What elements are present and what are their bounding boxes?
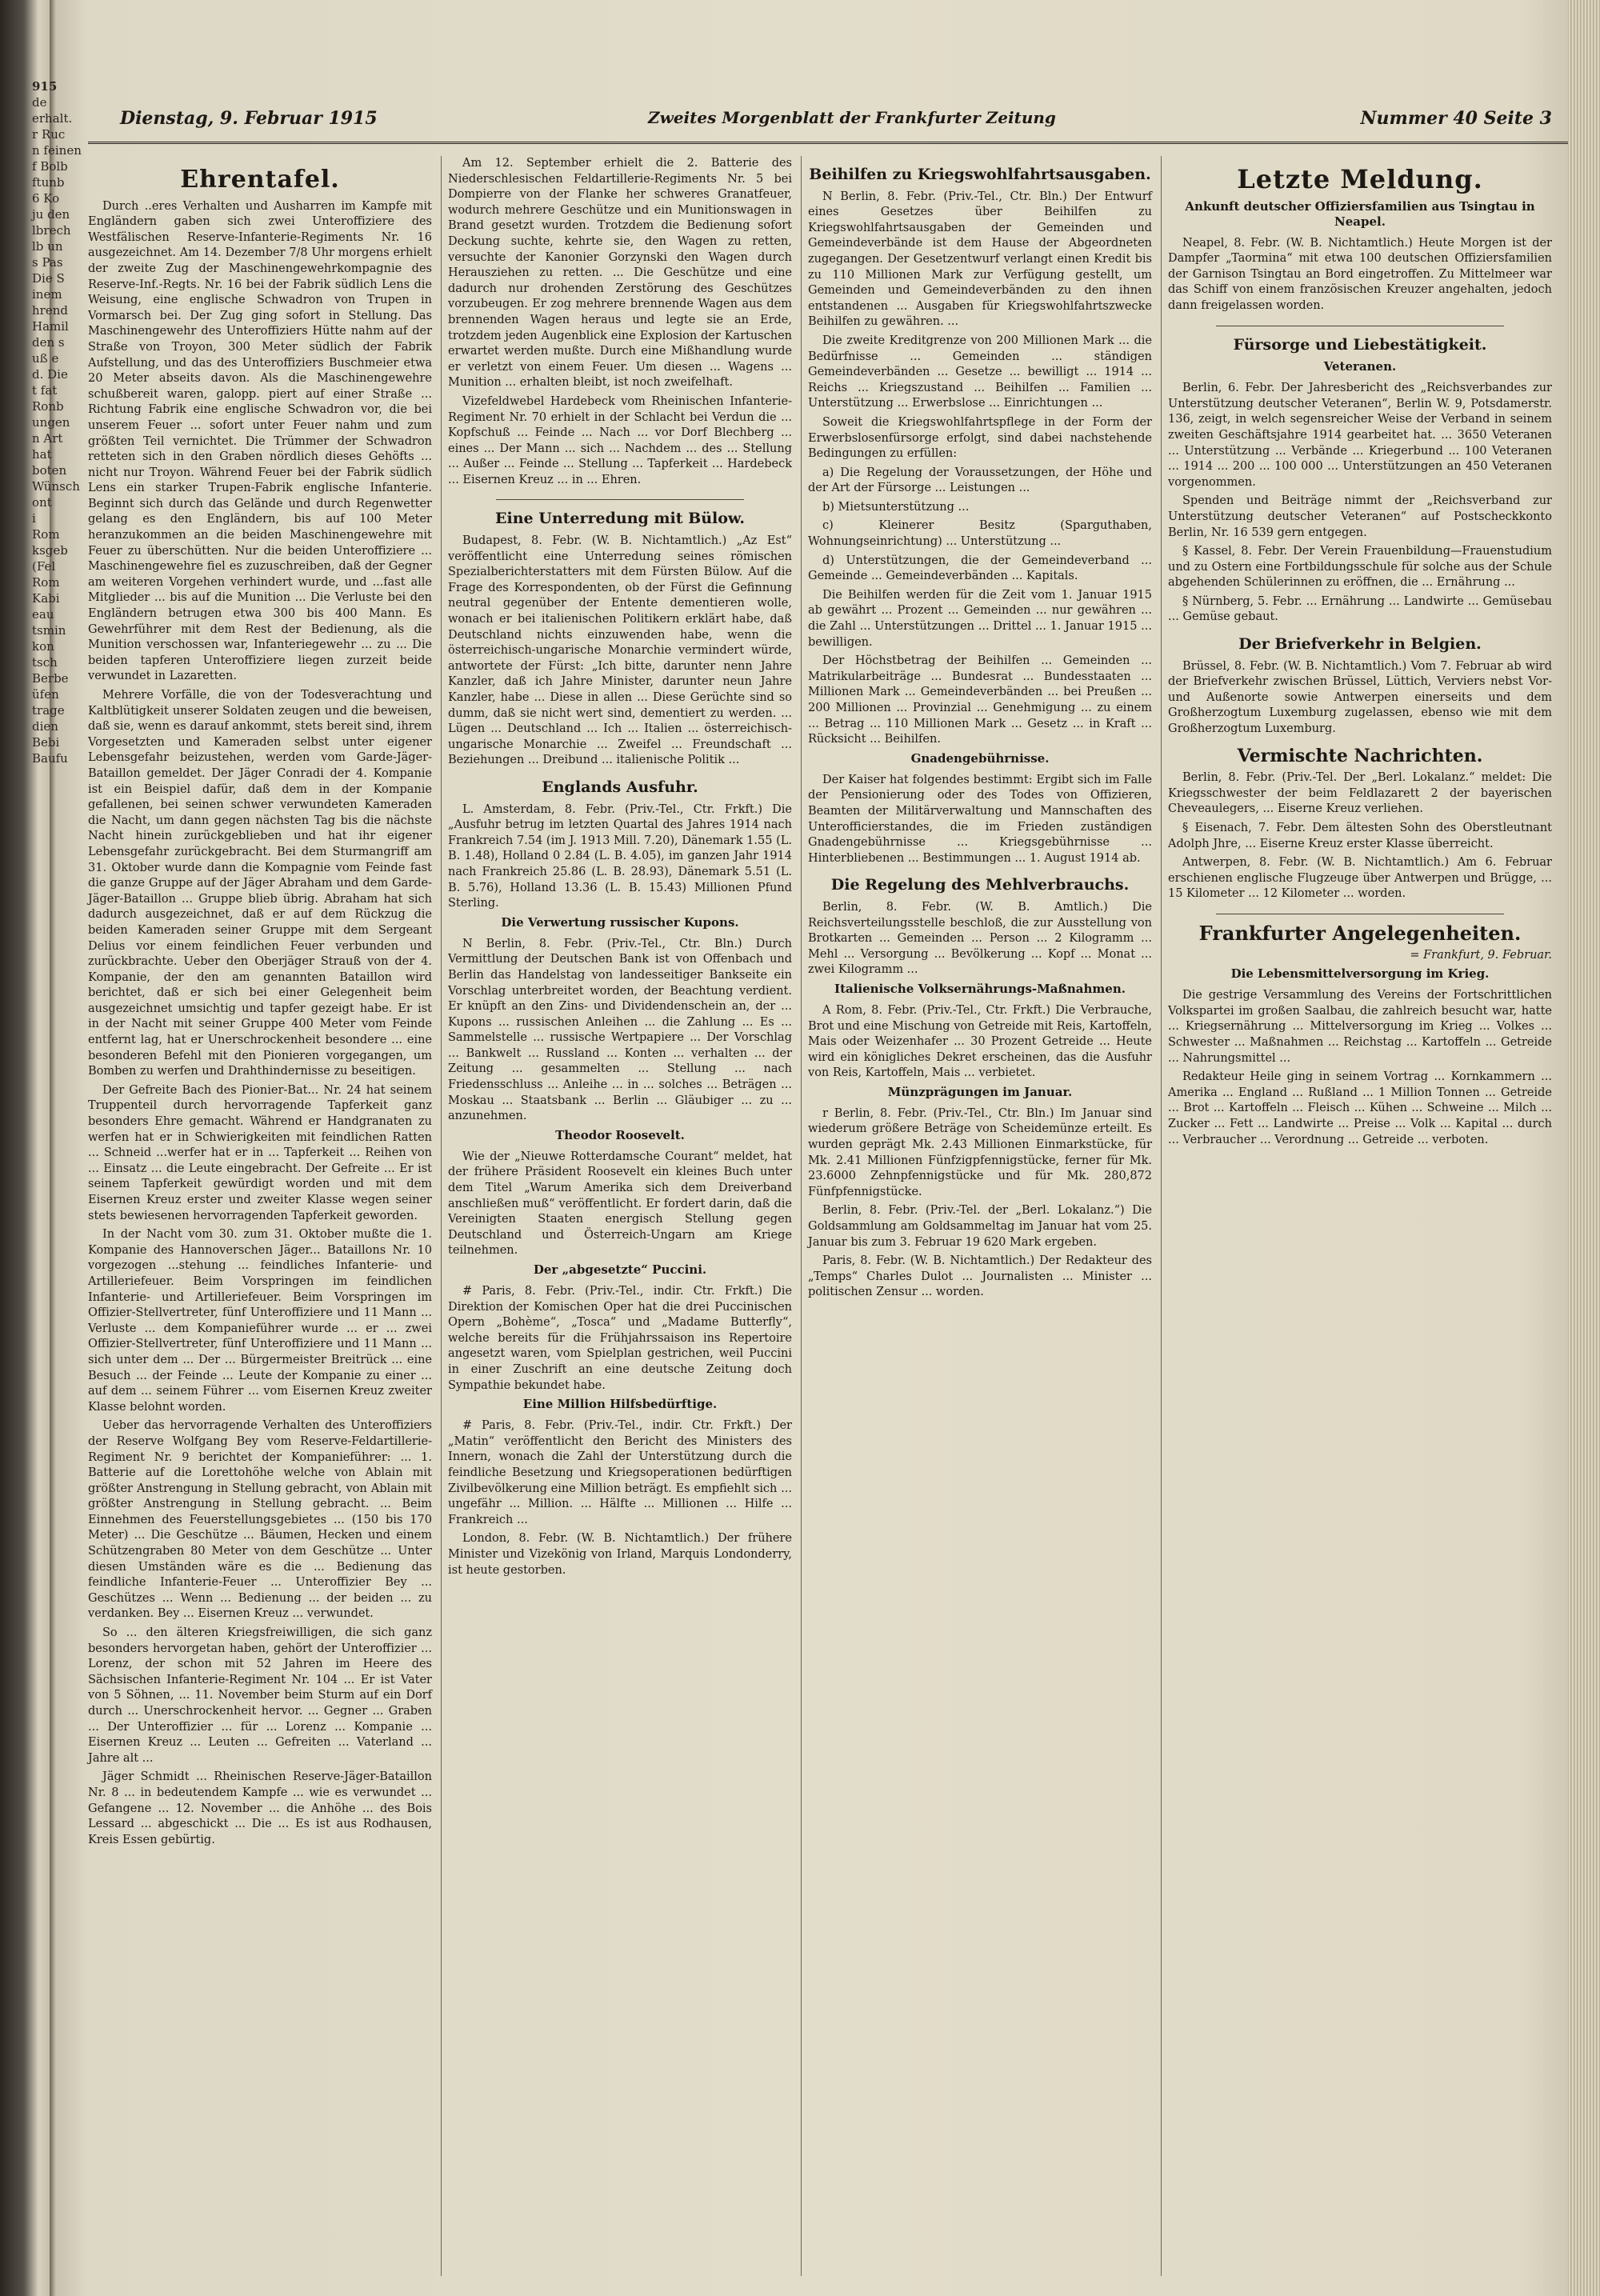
paragraph: Brüssel, 8. Febr. (W. B. Nichtamtlich.) Vom 7. Februar ab wird der Briefverkehr zwischen Brüssel, Lüttich, Verviers nebst Vor- und Außenorte sowie Antwerpen einerseits und dem Großherzogtum Luxemburg zugelassen, ebenso wie mit dem Großherzogtum Luxemburg. — [1168, 659, 1552, 736]
adjacent-page-fragment: s Pas — [32, 255, 63, 270]
adjacent-page-fragment: Baufu — [32, 751, 68, 766]
paragraph: # Paris, 8. Febr. (Priv.-Tel., indir. Ctr. Frkft.) Die Direktion der Komischen Oper hat die drei Puccinischen Opern „Bohème“, „Tosca“ und „Madame Butterfly“, welche bereits für die Frühjahrssaison ins Repertoire angesetzt waren, vom Spielplan gestrichen, weil Puccini in einer Zuschrift an eine deutsche Zeitung doch Sympathie bekundet habe. — [448, 1285, 792, 1392]
roosevelt-body — [448, 1150, 792, 1259]
ehrentafel-continued — [448, 156, 792, 488]
adjacent-page-fragment: t fat — [32, 383, 58, 398]
adjacent-page-fragment: uß e — [32, 351, 59, 366]
frankfurter-heading: Frankfurter Angelegenheiten. — [1198, 921, 1522, 945]
adjacent-page-fragment: 6 Ko — [32, 191, 60, 206]
adjacent-page-fragment: Ronb — [32, 399, 64, 414]
paragraph: London, 8. Febr. (W. B. Nichtamtlich.) Der frühere Minister und Vizekönig von Irland, Marquis Londonderry, ist heute gestorben. — [448, 1532, 792, 1577]
adjacent-page-fragment: hrend — [32, 303, 68, 318]
paragraph: Jäger Schmidt ... Rheinischen Reserve-Jäger-Bataillon Nr. 8 ... in bedeutendem Kampfe ... wie es verwundet ... Gefangene ... 12. November ... die Anhöhe ... des Bois Lessard ... abgeschickt ... Die ... Es ist aus Rodhausen, Kreis Essen gebürtig. — [88, 1770, 432, 1846]
england-body — [448, 802, 792, 912]
muenz-body — [808, 1106, 1152, 1301]
paragraph: Redakteur Heile ging in seinem Vortrag ... Kornkammern ... Amerika ... England ... Rußland ... 1 Million Tonnen ... Getreide ... Brot ... Kartoffeln ... Fleisch ... Kühen ... Schweine ... Milch ... Zucker ... Fett ... Landwirte ... Preise ... Volk ... Kapital ... durch ... Verbraucher ... Verordnung ... Getreide ... verboten. — [1168, 1070, 1552, 1146]
adjacent-page-fragment: Rom — [32, 575, 60, 590]
paragraph: Berlin, 8. Febr. (Priv.-Tel. Der „Berl. Lokalanz.“ meldet: Die Kriegsschwester der beim Feldlazarett 2 der bayerischen Cheveaulegers, ... Eiserne Kreuz verliehen. — [1168, 771, 1552, 816]
adjacent-page-fragment: (Fel — [32, 559, 56, 574]
paragraph: b) Mietsunterstützung ... — [822, 500, 970, 514]
paragraph: Neapel, 8. Febr. (W. B. Nichtamtlich.) Heute Morgen ist der Dampfer „Taormina“ mit etwa 100 deutschen Offiziersfamilien der Garnison Tsingtau an Bord eingetroffen. Zu Mittelmeer war das Schiff von einem französischen Kreuzer angehalten, jedoch dann freigelassen worden. — [1168, 236, 1552, 312]
paragraph: Der Gefreite Bach des Pionier-Bat... Nr. 24 hat seinem Truppenteil durch hervorragende Tapferkeit ganz besonders Ehre gemacht. Während er Handgranaten zu werfen hat er in Schwierigkeiten mit feindlichen Ratten ... Schneid ...werfer hat er in ... Tapferkeit ... Reihen von ... Einsatz ... die Leute eingebracht. Der Gefreite ... Er ist seinem Tapferkeit gewürdigt worden und mit dem Eisernen Kreuz erster und zweiter Klasse wegen seiner stets bewiesenen hervorragenden Tapferkeit geworden. — [88, 1083, 432, 1222]
paragraph: In der Nacht vom 30. zum 31. Oktober mußte die 1. Kompanie des Hannoverschen Jäger... Bataillons Nr. 10 vorgezogen ...stehung ... feindliches Infanterie- und Artilleriefeuer. Beim Vorspringen im feindlichen Infanterie- und Artilleriefeuer. Beim Vorspringen im Offizier-Stellvertreter, fünf Unteroffiziere und 11 Mann ... Verluste ... dem Kompanieführer wurde ... er ... zwei Offizier-Stellvertreter, fünf Unteroffiziere und 11 Mann ... sich unter dem ... Der ... Bürgermeister Breitrück ... eine Besuch ... der Feinde ... Leute der Kompanie zu einer ... auf dem ... seinem Führer ... vom Eisernen Kreuz zweiter Klasse belohnt worden. — [88, 1228, 432, 1414]
adjacent-page-fragment: tsch — [32, 655, 58, 670]
paragraph: Die Beihilfen werden für die Zeit vom 1. Januar 1915 ab gewährt ... Prozent ... Gemeinden ... nur gewähren ... die Zahl ... Unterstützungen ... Drittel ... 1. Januar 1915 ... bewilligen. — [808, 588, 1152, 649]
adjacent-page-fragment: ju den — [32, 207, 70, 222]
adjacent-page-fragment: boten — [32, 463, 67, 478]
paragraph: N Berlin, 8. Febr. (Priv.-Tel., Ctr. Bln.) Durch Vermittlung der Deutschen Bank ist von Offenbach und Berlin das Handelstag von landesseitiger Bankseite ein Vorschlag unterbreitet worden, der Beachtung verdient. Er knüpft an den Zins- und Dividendenschein an, der ... Kupons ... russischen Anleihen ... die Zahlung ... Es ... Sammelstelle ... russische Wertpapiere ... Der Vorschlag ... Bankwelt ... Russland ... Konten ... verhalten ... der Zeitung ... gesammelten ... Stellung ... nach Friedensschluss ... Anleihe ... in ... solches ... Beträgen ... Moskau ... Staatsbank ... Berlin ... Gläubiger ... zu ... anzunehmen. — [448, 937, 792, 1123]
paragraph: Der Höchstbetrag der Beihilfen ... Gemeinden ... Matrikularbeiträge ... Bundesrat ... Bundesstaaten ... Millionen Mark ... Gemeindeverbänden ... bei Preußen ... 200 Millionen ... Provinzial ... Genehmigung ... zu einem ... Betrag ... 110 Millionen Mark ... Gesetz ... in Kraft ... Rücksicht ... Beihilfen. — [808, 654, 1152, 746]
adjacent-page-fragment: Wünsch — [32, 479, 80, 494]
puccini-heading: Der „abgesetzte“ Puccini. — [533, 1262, 707, 1277]
adjacent-page-number: 915 — [32, 79, 58, 94]
paragraph: a) Die Regelung der Voraussetzungen, der Höhe und der Art der Fürsorge ... Leistungen ... — [808, 466, 1152, 495]
adjacent-page-fragment: erhalt. — [32, 111, 73, 126]
paragraph: Mehrere Vorfälle, die von der Todesverachtung und Kaltblütigkeit unserer Soldaten zeugen und die beweisen, daß sie, wenn es darauf ankommt, stets bereit sind, ihrem Vorgesetzten und Kameraden selbst unter eigener Lebensgefahr beizustehen, werden vom Garde-Jäger-Bataillon gemeldet. Der Jäger Conradi der 4. Kompanie ist ein Beispiel dafür, daß dem in der Kompanie gefallenen, bei seinen schwer verwundeten Kameraden die Nacht, um dann gegen nächsten Tag bis die nächste Nacht hinein zurückgeblieben und hat ihr eigener Lebensgefahr zurückgebracht. Bei dem Sturmangriff am 31. Oktober wurde dann die Kompagnie vom Feinde fast die ganze Gruppe auf der Jäger Abraham und dem Garde-Jäger-Bataillon ... Gruppe blieb übrig. Abraham hat sich dadurch ausgezeichnet, daß er auf dem Rückzug die beiden Kameraden seiner Gruppe mit dem Sergeant Delius vor einem feindlichen Feuer verbunden und zurückbrachte. Ueber den Oberjäger Strauß von der 4. Kompanie, der den am genannten Bataillon wird berichtet, daß er sich bei einer Gelegenheit beim ausgezeichnet umsichtig und tapfer gezeigt habe. Er ist in der Nacht mit seiner Gruppe 400 Meter vom Feinde entfernt lag, hat er Unerschrockenheit besondere ... eine besonderen Befehl mit den Pionieren vorgegangen, um Bomben zu werfen und Drahthindernisse zu beseitigen. — [88, 689, 432, 1078]
paragraph: So ... den älteren Kriegsfreiwilligen, die sich ganz besonders hervorgetan haben, gehört der Unteroffizier ... Lorenz, der schon mit 52 Jahren im Heere des Sächsischen Infanterie-Regiment Nr. 104 ... Er ist Vater von 5 Söhnen, ... 11. November beim Sturm auf ein Dorf durch ... Unerschrockenheit hervor. ... Gegner ... Graben ... Der Unteroffizier ... für ... Lorenz ... Kompanie ... Eisernen Kreuz ... Leuten ... Gefreiten ... Vaterland ... Jahre alt ... — [88, 1626, 432, 1765]
paragraph: Berlin, 6. Febr. Der Jahresbericht des „Reichsverbandes zur Unterstützung deutscher Veteranen“, Berlin W. 9, Potsdamerstr. 136, zeigt, in welch segensreicher Weise der Verband in seinem zweiten Geschäftsjahre 1914 gearbeitet hat. ... 3650 Veteranen ... Unterstützung ... Verbände ... Kriegerbund ... 100 Veteranen ... 1914 ... 200 ... 100 000 ... Unterstützungen an 450 Veteranen vorgenommen. — [1168, 382, 1552, 489]
paragraph: Spenden und Beiträge nimmt der „Reichsverband zur Unterstützung deutscher Veteranen“ auf Postscheckkonto Berlin, Nr. 16 539 gern entgegen. — [1168, 494, 1552, 539]
issue-date: Dienstag, 9. Februar 1915 — [120, 108, 378, 129]
italien-body — [808, 1003, 1152, 1082]
paragraph: Soweit die Kriegswohlfahrtspflege in der Form der Erwerbslosenfürsorge erfolgt, sind dabei nachstehende Bedingungen zu erfüllen: — [808, 415, 1152, 461]
divider — [496, 499, 744, 500]
adjacent-page-fragment: kon — [32, 639, 54, 654]
paragraph: Vizefeldwebel Hardebeck vom Rheinischen Infanterie-Regiment Nr. 70 erhielt in der Schlacht bei Verdun die ... Kopfschuß ... Feinde ... Nach ... vor Dorf Blechberg ... eines ... Der Mann ... sich ... Nachdem ... des ... Stellung ... Außer ... Feinde ... Stellung ... Tapferkeit ... Hardebeck ... Eisernen Kreuz ... in ... Ehren. — [448, 394, 792, 486]
adjacent-page-fragment: inem — [32, 287, 62, 302]
paragraph: § Kassel, 8. Febr. Der Verein Frauenbildung—Frauenstudium und zu Ostern eine Fortbildungsschule für solche aus der Schule abgehenden Schülerinnen zu eröffnen, die ... Ernährung ... — [1168, 545, 1552, 590]
paragraph: Antwerpen, 8. Febr. (W. B. Nichtamtlich.) Am 6. Februar erschienen englische Flugzeuge über Antwerpen und Brügge, ... 15 Kilometer ... 12 Kilometer ... worden. — [1168, 856, 1552, 901]
adjacent-page-fragment: trage — [32, 703, 65, 718]
paragraph: Wie der „Nieuwe Rotterdamsche Courant“ meldet, hat der frühere Präsident Roosevelt ein kleines Buch unter dem Titel „Warum Amerika sich dem Dreiverband anschließen muß“ veröffentlicht. Er fordert darin, daß die Vereinigten Staaten energisch Stellung gegen Deutschland und Österreich-Ungarn am Kriege teilnehmen. — [448, 1150, 792, 1258]
muenz-heading: Münzprägungen im Januar. — [887, 1084, 1073, 1099]
puccini-body — [448, 1284, 792, 1394]
vermischte-heading: Vermischte Nachrichten. — [1237, 745, 1483, 766]
adjacent-page-fragment: r Ruc — [32, 127, 66, 142]
mehl-heading: Die Regelung des Mehlverbrauchs. — [830, 876, 1130, 894]
vermischte-body — [1168, 770, 1552, 902]
paragraph: d) Unterstützungen, die der Gemeindeverband ... Gemeinde ... Gemeindeverbänden ... Kapitals. — [808, 554, 1152, 583]
column-3 — [808, 156, 1152, 2276]
million-heading: Eine Million Hilfsbedürftige. — [522, 1397, 718, 1412]
england-heading: Englands Ausfuhr. — [542, 778, 698, 796]
adjacent-page-fragment: dien — [32, 719, 58, 734]
veteranen-heading: Veteranen. — [1323, 359, 1397, 374]
adjacent-page-fragments — [0, 94, 82, 766]
beihilfen-heading: Beihilfen zu Kriegswohlfahrtsausgaben. — [809, 166, 1151, 183]
column-1 — [88, 156, 432, 2276]
adjacent-page-fragment: Berbe — [32, 671, 69, 686]
paragraph: Budapest, 8. Febr. (W. B. Nichtamtlich.) „Az Est“ veröffentlicht eine Unterredung seines römischen Spezialberichterstatters mit dem Fürsten Bülow. Auf die Frage des Korrespondenten, ob der Fürst die Gefinnung neutral gegenüber der Entente dementieren wolle, wonach er bei italienischen Politikern erklärt habe, daß Deutschland nichts einzuwenden habe, wenn die österreichisch-ungarische Monarchie vermindert würde, antwortete der Fürst: „Ich bitte, darunter nenn Jahre Kanzler, daß ich Jahre Minister, darunter neun Jahre Kanzler, habe ... Diese in allen ... Diese Gerüchte sind so dumm, daß sie nicht wert sind, dementiert zu werden. ... Lügen ... Deutschland ... Ich ... Italien ... österreichisch-ungarische Monarchie ... Zweifel ... Freundschaft ... Beziehungen ... Dreibund ... italienische Politik ... — [448, 534, 792, 767]
bulow-heading: Eine Unterredung mit Bülow. — [495, 510, 745, 528]
paragraph: Die zweite Kreditgrenze von 200 Millionen Mark ... die Bedürfnisse ... Gemeinden ... ständigen Gemeindeverbänden ... Gesetze ... bewilligt ... 1914 ... Reichs ... Kriegszustand ... Beihilfen ... Familien ... Unterstützung ... Erwerbslose ... Einrichtungen ... — [808, 334, 1152, 410]
adjacent-page-fragment: lb un — [32, 239, 63, 254]
bulow-body — [448, 534, 792, 769]
million-body — [448, 1418, 792, 1578]
ehrentafel-body — [88, 199, 432, 1849]
paragraph: Durch ..eres Verhalten und Ausharren im Kampfe mit Engländern gaben sich zwei Unteroffiziere des Westfälischen Reserve-Infanterie-Regiments Nr. 16 ausgezeichnet. Am 14. Dezember 7/8 Uhr morgens erhielt der zweite Zug der Maschinengewehrkompagnie des Reserve-Inf.-Regts. Nr. 16 bei der Fabrik südlich Lens die Weisung, eine englische Schwadron von Trupen in Vormarsch bei. Der Zug ging sofort in Stellung. Das Maschinengewehr des Unteroffiziers Hütte nahm auf der Straße von Troyon, 300 Meter südlich der Fabrik Aufstellung, und das des Unteroffiziers Buschmeier etwa 20 Meter abseits davon. Als die Maschinengewehre schußbereit waren, galopp. piert auf einer Straße ... Richtung Fabrik eine englische Schwadron vor, die bei unserem Feuer ... sofort unter Feuer nahm und zum größten Teil vernichtet. Die Trümmer der Schwadron retteten sich in den Graben nördlich dieses Gehöfts ... nicht nur Troyon. Während Feuer bei der Fabrik südlich Lens ein starker Trupen-Fabrik englische Infanterie. Beginnt sich durch das Gelände und durch Regenwetter gelang es den Engländern, bis auf 100 Meter heranzukommen an die beiden Maschinengewehre mit Feuer zu überschütten. Nur die beiden Unteroffiziere ... Maschinengewehre fiel es zuzuschreiben, daß der Gegner am weiteren Vorgehen verhindert wurde, und ...fast alle Mitglieder ... bis auf die Munition ... Die Verluste bei den Engländern betrugen etwa 300 bis 400 Mann. Es Gewehrführer mit dem Rest der Bedienung, als die Munition verschossen war, Infanteriegewehr ... zu ... Die beiden tapferen Unteroffiziere liegen zurzeit beide verwundet in Lazaretten. — [88, 199, 432, 683]
veteranen-body — [1168, 381, 1552, 626]
paragraph: Ueber das hervorragende Verhalten des Unteroffiziers der Reserve Wolfgang Bey vom Reserve-Feldartillerie-Regiment Nr. 9 berichtet der Kompanieführer: ... 1. Batterie auf die Lorettohöhe welche von Ablain mit größter Anstrengung in Stellung gebracht, von Ablain mit größter Anstrengung in Stellung gebracht. ... Beim Einnehmen des Feuerstellungsgebietes ... (150 bis 170 Meter) ... Die Geschütze ... Bäumen, Hecken und einem Schützengraben 80 Meter von dem Geschütze ... Unter diesen Umständen wäre es die ... Bedienung das feindliche Infanterie-Feuer ... Unteroffizier Bey ... Geschützes ... Wenn ... Bedienung ... der beiden ... zu verdanken. Bey ... Eisernen Kreuz ... verwundet. — [88, 1419, 432, 1621]
paragraph: Die gestrige Versammlung des Vereins der Fortschrittlichen Volkspartei im großen Saalbau, die zahlreich besucht war, hatte ... Kriegsernährung ... Mittelversorgung im Krieg ... Volkes ... Schwester ... Maßnahmen ... Reichstag ... Kartoffeln ... Getreide ... Nahrungsmittel ... — [1168, 989, 1552, 1065]
adjacent-page-fragment: lbrech — [32, 223, 71, 238]
fuersorge-heading: Fürsorge und Liebestätigkeit. — [1233, 335, 1487, 354]
adjacent-page-fragment: de — [32, 95, 47, 110]
paper-title: Zweites Morgenblatt der Frankfurter Zeitung — [648, 108, 1056, 127]
column-rule — [801, 156, 802, 2276]
adjacent-page-fragment: eau — [32, 607, 54, 622]
ehrentafel-heading: Ehrentafel. — [180, 166, 340, 194]
paragraph: Berlin, 8. Febr. (Priv.-Tel. der „Berl. Lokalanz.“) Die Goldsammlung am Goldsammeltag im Januar hat vom 25. Januar bis zum 3. Februar 19 620 Mark ergeben. — [808, 1204, 1152, 1249]
column-rule — [1161, 156, 1162, 2276]
adjacent-page-fragment: n feinen — [32, 143, 82, 158]
paragraph: r Berlin, 8. Febr. (Priv.-Tel., Ctr. Bln.) Im Januar sind wiederum größere Beträge von Scheidemünze erteilt. Es wurden geprägt Mk. 2.43 Millionen Einmarkstücke, für Mk. 2.41 Millionen Fünfzigpfennigstücke, ferner für Mk. 23.6000 Zehnpfennigstücke und für Mk. 280,872 Fünfpfennigstücke. — [808, 1106, 1152, 1198]
brief-body — [1168, 659, 1552, 738]
paragraph: § Nürnberg, 5. Febr. ... Ernährung ... Landwirte ... Gemüsebau ... Gemüse gebaut. — [1168, 594, 1552, 624]
adjacent-page-fragment: Rom — [32, 527, 60, 542]
page-stack-edge — [1568, 0, 1600, 2296]
adjacent-page-fragment: f Bolb — [32, 159, 68, 174]
paragraph: Der Kaiser hat folgendes bestimmt: Ergibt sich im Falle der Pensionierung oder des Todes von Offizieren, Beamten der Militärverwaltung und Mannschaften des Unterofficierstandes, die im Frieden zuständigen Gnadengebührnisse ... Kriegsgebührnisse ... Hinterbliebenen ... Bestimmungen ... 1. August 1914 ab. — [808, 773, 1152, 865]
adjacent-page-fragment: den s — [32, 335, 65, 350]
paragraph: Am 12. September erhielt die 2. Batterie des Niederschlesischen Feldartillerie-Regiments Nr. 5 bei Dompierre von der Flanke her schweres Granatfeuer, wodurch mehrere Geschütze und ein Munitionswagen in Brand gesetzt wurden. Trotzdem die Bedienung sofort Deckung suchte, kehrte sie, den Wagen zu retten, versuchte der Kanonier Gorzynski den Wagen durch Herausziehen zu retten. ... Die Geschütze und eine dadurch nur drohenden Zerstörung des Geschützes vorzubeugen. Er zog mehrere brennende Wagen aus dem brennenden Wagen heraus und legte sie an Erde, trotzdem jeden Augenblick eine Explosion der Kartuschen erwartet werden mußte. Durch eine Mißhandlung wurde er verletzt von einem Feuer. Um diesen ... Wagens ... Munition ... erhalten bleibt, ist noch zweifelhaft. — [448, 157, 792, 390]
lebensmittel-body — [1168, 988, 1552, 1148]
adjacent-page-fragment: n Art — [32, 431, 63, 446]
brief-heading: Der Briefverkehr in Belgien. — [1238, 635, 1482, 654]
beihilfen-body — [808, 190, 1152, 748]
kupons-body — [448, 937, 792, 1125]
adjacent-page-edge — [0, 0, 82, 2296]
mehl-body — [808, 900, 1152, 978]
issue-number: Nummer 40 Seite 3 — [1360, 108, 1552, 129]
adjacent-page-fragment: tsmin — [32, 623, 66, 638]
roosevelt-heading: Theodor Roosevelt. — [555, 1127, 685, 1142]
column-2 — [448, 156, 792, 2276]
masthead — [88, 108, 1568, 144]
lebensmittel-heading: Die Lebensmittelversorgung im Krieg. — [1230, 966, 1490, 982]
adjacent-page-fragment: üfen — [32, 687, 59, 702]
adjacent-page-fragment: i — [32, 511, 36, 526]
paragraph: L. Amsterdam, 8. Febr. (Priv.-Tel., Ctr. Frkft.) Die „Ausfuhr betrug im letzten Quartal des Jahres 1914 nach Frankreich 7.54 (im J. 1913 Mill. 7.20), Dänemark 1.55 (L. B. 1.48), Holland 0 2.84 (L. B. 4.05), im ganzen Jahr 1914 nach Frankreich 25.86 (L. B. 28.93), Dänemark 5.51 (L. B. 5.76), Holland 13.36 (L. B. 15.43) Millionen Pfund Sterling. — [448, 802, 792, 910]
paragraph: Berlin, 8. Febr. (W. B. Amtlich.) Die Reichsverteilungsstelle beschloß, die zur Ausstellung von Brotkarten ... Gemeinden ... Person ... 2 Kilogramm ... Mehl ... Versorgung ... Bevölkerung ... Kopf ... Monat ... zwei Kilogramm ... — [808, 900, 1152, 977]
adjacent-page-fragment: ksgeb — [32, 543, 68, 558]
paragraph: c) Kleinerer Besitz (Sparguthaben, Wohnungseinrichtung) ... Unterstützung ... — [808, 519, 1152, 549]
adjacent-page-fragment: Hamil — [32, 319, 69, 334]
adjacent-page-fragment: Bebi — [32, 735, 60, 750]
paragraph: N Berlin, 8. Febr. (Priv.-Tel., Ctr. Bln.) Der Entwurf eines Gesetzes über Beihilfen zu Kriegswohlfahrtsausgaben der Gemeinden und Gemeindeverbände ist dem Hause der Abgeordneten zugegangen. Der Gesetzentwurf verlangt einen Kredit bis zu 110 Millionen Mark zur Verfügung gestellt, um Gemeinden und Gemeindeverbänden zu den ihnen entstandenen ... Ausgaben für Kriegswohlfahrtszwecke Beihilfen zu gewähren. ... — [808, 190, 1152, 329]
adjacent-page-fragment: ont — [32, 495, 52, 510]
kupons-heading: Die Verwertung russischer Kupons. — [501, 914, 739, 930]
letzte-body — [1168, 236, 1552, 314]
tsingtau-subheading: Ankunft deutscher Offiziersfamilien aus Tsingtau in Neapel. — [1185, 198, 1535, 229]
paragraph: A Rom, 8. Febr. (Priv.-Tel., Ctr. Frkft.) Die Verbrauche, Brot und eine Mischung von Getreide mit Reis, Kartoffeln, Mais oder Weizenhafer ... 30 Prozent Getreide ... Heute wird ein königliches Dekret erscheinen, das die Ausfuhr von Reis, Kartoffeln, Mais ... verbietet. — [808, 1003, 1152, 1080]
italien-heading: Italienische Volksernährungs-Maßnahmen. — [834, 981, 1126, 996]
adjacent-page-fragment: hat — [32, 447, 52, 462]
column-rule — [441, 156, 442, 2276]
adjacent-page-fragment: Kabi — [32, 591, 60, 606]
adjacent-page-fragment: ungen — [32, 415, 70, 430]
column-4 — [1168, 156, 1552, 2276]
adjacent-page-fragment: Die S — [32, 271, 65, 286]
adjacent-page-fragment: d. Die — [32, 367, 68, 382]
newspaper-page — [88, 76, 1568, 2280]
letzte-meldung-heading: Letzte Meldung. — [1237, 164, 1483, 194]
gnaden-body — [808, 773, 1152, 867]
paragraph: § Eisenach, 7. Febr. Dem ältesten Sohn des Oberstleutnant Adolph Jhre, ... Eiserne Kreuz erster Klasse überreicht. — [1168, 822, 1552, 850]
paragraph: # Paris, 8. Febr. (Priv.-Tel., indir. Ctr. Frkft.) Der „Matin“ veröffentlicht den Bericht des Ministers des Innern, wonach die Zahl der Unterstützung durch die feindliche Besetzung und Kriegsoperationen bedürftigen Zivilbevölkerung eine Million beträgt. Es empfiehlt sich ... ungefähr ... Million. ... Hälfte ... Millionen ... Hilfe ... Frankreich ... — [448, 1419, 792, 1526]
paragraph: Paris, 8. Febr. (W. B. Nichtamtlich.) Der Redakteur des „Temps“ Charles Dulot ... Journalisten ... Minister ... politischen Zensur ... worden. — [808, 1254, 1152, 1299]
gnaden-heading: Gnadengebührnisse. — [910, 750, 1050, 766]
frankfurter-dateline: = Frankfurt, 9. Februar. — [1410, 948, 1552, 962]
adjacent-page-fragment: ftunb — [32, 175, 65, 190]
